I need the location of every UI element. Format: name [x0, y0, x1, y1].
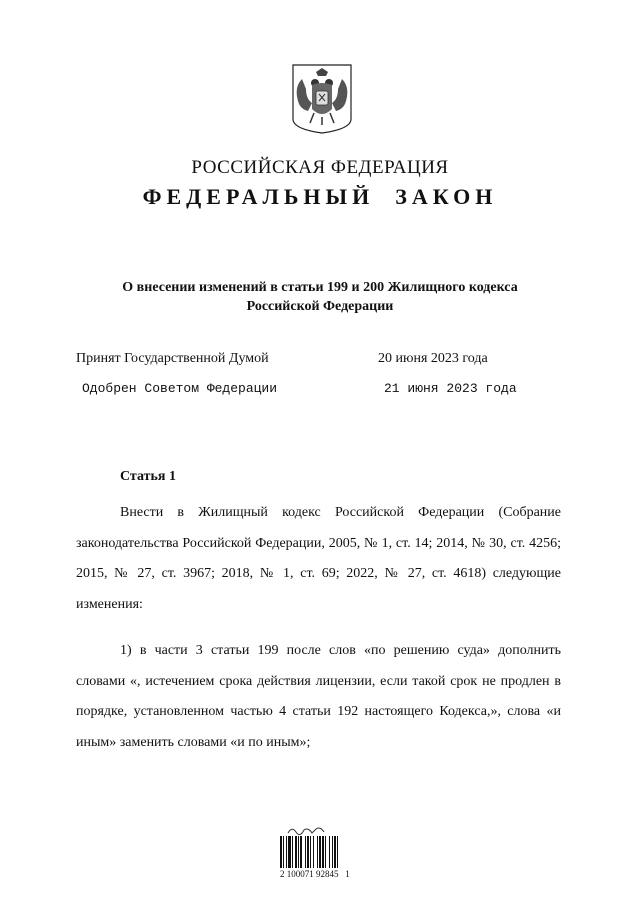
country-name: РОССИЙСКАЯ ФЕДЕРАЦИЯ — [191, 157, 449, 178]
article-paragraph — [76, 498, 561, 620]
law-title-line: О внесении изменений в статьи 199 и 200 Жилищного кодекса — [122, 280, 518, 295]
article-heading: Статья 1 — [120, 469, 176, 484]
law-title-line: Российской Федерации — [246, 299, 394, 314]
article-paragraph-text: Внести в Жилищный кодекс Российской Федерации (Собрание законодательства Российской Федерации, 2005, № 1, ст. 14; 2014, № 30, ст. 4256; 2015, № 27, ст. 3967; 2018, № 1, ст. 69; 2022, № 27, ст. 4618) следующие изменения: — [76, 505, 561, 612]
article-paragraph-text: 1) в части 3 статьи 199 после слов «по решению суда» дополнить словами «, истечением срока действия лицензии, если такой срок не продлен в порядке, установленном частью 4 статьи 192 настоящего Кодекса,», слова «и иным» заменить словами «и по иным»; — [76, 643, 561, 750]
article-paragraph — [76, 636, 561, 758]
council-approval-date: 21 июня 2023 года — [384, 381, 517, 396]
barcode-number: 2 100071 92845 1 — [280, 869, 350, 879]
duma-adoption-date: 20 июня 2023 года — [378, 351, 488, 366]
duma-adoption-label: Принят Государственной Думой — [76, 351, 269, 366]
document-footer — [280, 824, 370, 879]
council-approval-label: Одобрен Советом Федерации — [82, 381, 278, 396]
barcode-icon — [280, 836, 360, 868]
document-type: ФЕДЕРАЛЬНЫЙ ЗАКОН — [142, 184, 498, 209]
law-title — [60, 278, 580, 316]
signature-mark-icon — [286, 824, 326, 836]
coat-of-arms-icon — [290, 63, 354, 135]
